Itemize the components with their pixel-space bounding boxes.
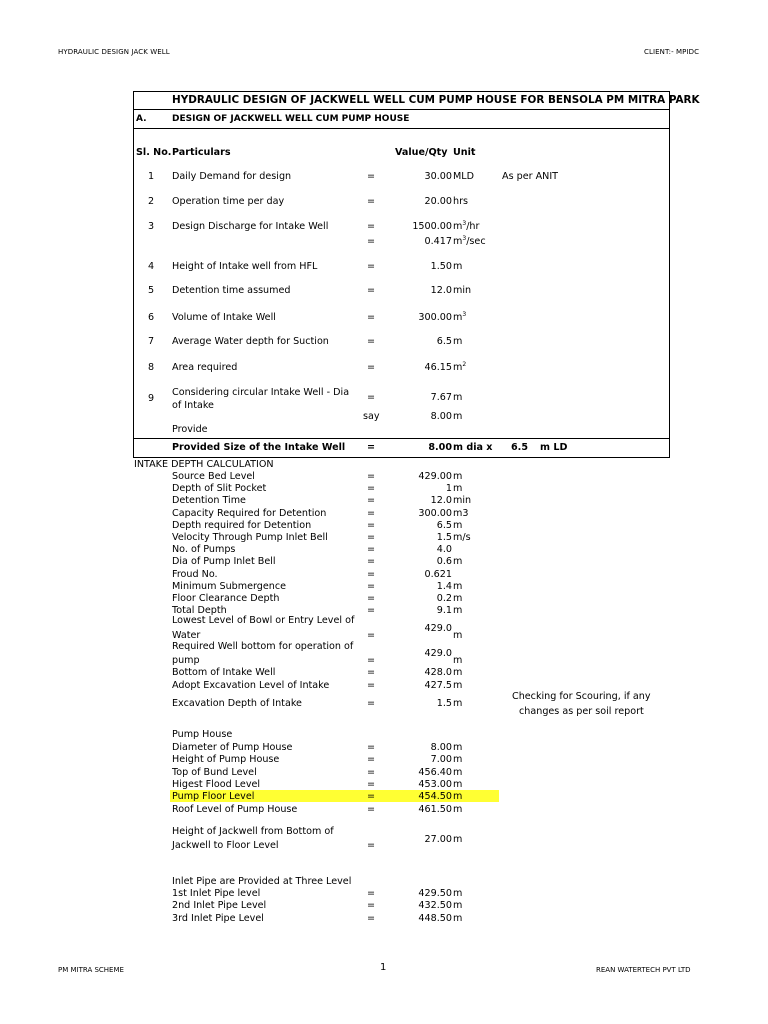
intake-depth-title: INTAKE DEPTH CALCULATION	[134, 459, 274, 470]
row-value: 46.15	[424, 362, 452, 373]
calc-unit: m	[453, 791, 463, 803]
row-particular: Daily Demand for design	[172, 171, 292, 182]
row-unit	[453, 221, 479, 232]
jackwell-height-eq: =	[367, 840, 376, 851]
calc-value: 4.0	[436, 544, 452, 556]
calc-value: 9.1	[436, 605, 452, 617]
row-value: 300.00	[418, 312, 452, 323]
calc-label: Floor Clearance Depth	[172, 593, 280, 604]
provided-value: 8.00	[428, 442, 452, 453]
calc-eq: =	[367, 556, 376, 568]
calc-unit: m	[453, 593, 463, 604]
row-eq: =	[367, 221, 376, 232]
calc-value: 461.50	[418, 803, 452, 815]
row-value: 1.50	[430, 261, 452, 272]
calc-eq: =	[367, 568, 376, 580]
row-particular-line1: Considering circular Intake Well - Dia	[172, 387, 350, 398]
section-letter: A.	[136, 114, 147, 124]
calc-eq: =	[367, 912, 376, 924]
jackwell-height-line2: Jackwell to Floor Level	[172, 840, 279, 851]
calc-value: 300.00	[418, 507, 452, 519]
calc-unit: m	[453, 580, 463, 592]
unit-sup: 3	[462, 311, 467, 318]
lowest-level-eq: =	[367, 630, 376, 641]
calc-label: Depth required for Detention	[172, 519, 312, 531]
provided-eq: =	[367, 442, 376, 453]
calc-eq: =	[367, 605, 376, 617]
col-slno: Sl. No.	[136, 147, 172, 158]
document-title: HYDRAULIC DESIGN OF JACKWELL WELL CUM PUMP HOUSE FOR BENSOLA PM MITRA PARK	[172, 94, 700, 106]
calc-eq: =	[367, 507, 376, 519]
calc-value: 456.40	[418, 766, 452, 778]
calc-unit: m3	[453, 507, 469, 519]
calc-value: 0.2	[436, 593, 452, 604]
calc-unit: min	[453, 495, 472, 507]
row-value: 20.00	[424, 196, 452, 207]
title-box	[133, 91, 700, 110]
calc-label: Total Depth	[172, 605, 227, 617]
calc-value: 1	[445, 483, 452, 495]
unit-base: m	[453, 362, 463, 373]
calc-value: 0.6	[436, 556, 452, 568]
excavation-label: Excavation Depth of Intake	[172, 698, 302, 709]
row-no: 7	[148, 336, 155, 347]
row-value: 1500.00	[412, 221, 452, 232]
row-eq: =	[367, 285, 376, 296]
unit-base: m	[453, 221, 463, 232]
row-value: 12.0	[430, 285, 452, 296]
lowest-level-line2: Water	[172, 630, 201, 641]
row-eq: =	[367, 312, 376, 323]
calc-eq: =	[367, 803, 376, 815]
calc-label: Pump Floor Level	[172, 791, 255, 803]
calc-eq: =	[367, 580, 376, 592]
calc-eq: =	[367, 483, 376, 495]
provided-value2: 6.5	[511, 442, 528, 453]
row-unit: MLD	[453, 171, 475, 182]
calc-unit: m/s	[453, 532, 471, 543]
calc-label: Adopt Excavation Level of Intake	[172, 679, 330, 691]
row-no: 1	[148, 171, 155, 182]
page-footer-left: PM MITRA SCHEME	[58, 966, 124, 974]
calc-unit: m	[453, 803, 463, 815]
calc-label: Higest Flood Level	[172, 778, 261, 790]
say-label: say	[363, 411, 380, 422]
row-value: 6.5	[436, 336, 452, 347]
lowest-level-unit: m	[453, 630, 463, 641]
calc-eq: =	[367, 544, 376, 556]
calc-label: Velocity Through Pump Inlet Bell	[172, 532, 328, 543]
calc-eq: =	[367, 679, 376, 691]
row-no: 4	[148, 261, 155, 272]
calc-label: Diameter of Pump House	[172, 742, 293, 753]
required-bottom-value: 429.0	[424, 648, 452, 659]
excavation-value: 1.5	[436, 698, 452, 709]
section-title: DESIGN OF JACKWELL WELL CUM PUMP HOUSE	[172, 114, 410, 124]
calc-eq: =	[367, 667, 376, 678]
page-number: 1	[380, 962, 387, 973]
calc-label: 1st Inlet Pipe level	[172, 888, 261, 899]
row-unit	[453, 362, 466, 373]
unit-suffix: /sec	[466, 236, 486, 247]
excavation-remark-line2: changes as per soil report	[519, 706, 644, 717]
calc-label: Capacity Required for Detention	[172, 507, 327, 519]
row-no: 8	[148, 362, 155, 373]
provided-unit: m dia x	[453, 442, 493, 453]
calc-eq: =	[367, 754, 376, 766]
row-eq: =	[367, 261, 376, 272]
section-box	[133, 109, 670, 129]
row-particular: Design Discharge for Intake Well	[172, 221, 329, 232]
lowest-level-value: 429.0	[424, 623, 452, 634]
calc-label: Roof Level of Pump House	[172, 803, 298, 815]
row-particular-line2: of Intake	[172, 400, 214, 411]
calc-eq: =	[367, 471, 376, 482]
row-eq: =	[367, 392, 376, 403]
table-divider	[134, 438, 669, 439]
page-header-right: CLIENT:- MPIDC	[644, 48, 700, 56]
calc-label: Froud No.	[172, 568, 218, 580]
calc-value: 432.50	[418, 900, 452, 912]
calc-label: Minimum Submergence	[172, 580, 287, 592]
calc-value: 0.621	[424, 568, 452, 580]
provided-label: Provided Size of the Intake Well	[172, 442, 346, 453]
jackwell-height-value: 27.00	[424, 834, 452, 845]
calc-label: Depth of Slit Pocket	[172, 483, 267, 495]
row-unit: m	[453, 392, 463, 403]
inlet-title: Inlet Pipe are Provided at Three Level	[172, 876, 352, 887]
row-unit: min	[453, 285, 472, 296]
row-eq: =	[367, 171, 376, 182]
row-eq: =	[367, 196, 376, 207]
calc-eq: =	[367, 766, 376, 778]
calc-value: 448.50	[418, 912, 452, 924]
calc-eq: =	[367, 495, 376, 507]
row-no: 9	[148, 393, 155, 404]
row-unit: m	[453, 336, 463, 347]
calc-value: 1.4	[436, 580, 452, 592]
calc-eq: =	[367, 519, 376, 531]
row-value: 8.00	[430, 411, 452, 422]
calc-unit: m	[453, 556, 463, 568]
calc-unit: m	[453, 667, 463, 678]
page-header-left: HYDRAULIC DESIGN JACK WELL	[58, 48, 170, 56]
row-particular: Height of Intake well from HFL	[172, 261, 318, 272]
calc-value: 7.00	[430, 754, 452, 766]
calc-eq: =	[367, 532, 376, 543]
unit-suffix: /hr	[466, 221, 480, 232]
row-particular: Operation time per day	[172, 196, 285, 207]
row-remark: As per ANIT	[502, 171, 559, 182]
row-particular: Volume of Intake Well	[172, 312, 276, 323]
row-particular: Detention time assumed	[172, 285, 291, 296]
calc-eq: =	[367, 778, 376, 790]
calc-unit: m	[453, 605, 463, 617]
calc-label: Source Bed Level	[172, 471, 255, 482]
calc-unit: m	[453, 519, 463, 531]
calc-value: 12.0	[430, 495, 452, 507]
calc-value: 427.5	[424, 679, 452, 691]
calc-eq: =	[367, 791, 376, 803]
row-particular: Area required	[172, 362, 238, 373]
required-bottom-line1: Required Well bottom for operation of	[172, 641, 354, 652]
unit-sup: 3	[462, 220, 467, 227]
calc-unit: m	[453, 900, 463, 912]
row-eq: =	[367, 236, 376, 247]
row-particular: Average Water depth for Suction	[172, 336, 329, 347]
calc-unit: m	[453, 483, 463, 495]
page-footer-right: REAN WATERTECH PVT LTD	[596, 966, 691, 974]
row-unit: m	[453, 411, 463, 422]
row-eq: =	[367, 362, 376, 373]
col-unit: Unit	[453, 147, 476, 158]
pump-house-title: Pump House	[172, 729, 233, 740]
row-value: 7.67	[430, 392, 452, 403]
calc-value: 429.00	[418, 471, 452, 482]
calc-unit: m	[453, 888, 463, 899]
unit-base: m	[453, 312, 463, 323]
calc-unit: m	[453, 778, 463, 790]
unit-sup: 2	[462, 361, 467, 368]
calc-value: 8.00	[430, 742, 452, 753]
row-unit: hrs	[453, 196, 469, 207]
row-no: 3	[148, 221, 155, 232]
row-value: 30.00	[424, 171, 452, 182]
calc-value: 454.50	[418, 791, 452, 803]
calc-value: 453.00	[418, 778, 452, 790]
calc-label: Top of Bund Level	[172, 766, 257, 778]
calc-label: 3rd Inlet Pipe Level	[172, 912, 264, 924]
calc-value: 6.5	[436, 519, 452, 531]
row-unit: m	[453, 261, 463, 272]
col-value: Value/Qty	[395, 147, 448, 158]
provided-unit2: m LD	[540, 442, 568, 453]
row-no: 2	[148, 196, 155, 207]
row-unit	[453, 312, 466, 323]
calc-label: Detention Time	[172, 495, 246, 507]
calc-eq: =	[367, 742, 376, 753]
provide-label: Provide	[172, 424, 208, 435]
row-no: 5	[148, 285, 155, 296]
required-bottom-line2: pump	[172, 655, 200, 666]
excavation-eq: =	[367, 698, 376, 709]
calc-unit: m	[453, 912, 463, 924]
calc-eq: =	[367, 900, 376, 912]
calc-unit: m	[453, 679, 463, 691]
lowest-level-line1: Lowest Level of Bowl or Entry Level of	[172, 615, 355, 626]
excavation-remark-line1: Checking for Scouring, if any	[512, 691, 651, 702]
calc-label: Height of Pump House	[172, 754, 280, 766]
calc-value: 429.50	[418, 888, 452, 899]
calc-label: Bottom of Intake Well	[172, 667, 276, 678]
calc-unit: m	[453, 742, 463, 753]
calc-eq: =	[367, 888, 376, 899]
required-bottom-unit: m	[453, 655, 463, 666]
jackwell-height-line1: Height of Jackwell from Bottom of	[172, 826, 334, 837]
unit-base: m	[453, 236, 463, 247]
calc-label: Dia of Pump Inlet Bell	[172, 556, 276, 568]
calc-label: No. of Pumps	[172, 544, 236, 556]
calc-label: 2nd Inlet Pipe Level	[172, 900, 267, 912]
row-eq: =	[367, 336, 376, 347]
jackwell-height-unit: m	[453, 834, 463, 845]
calc-value: 428.0	[424, 667, 452, 678]
calc-unit: m	[453, 471, 463, 482]
calc-eq: =	[367, 593, 376, 604]
calc-unit: m	[453, 754, 463, 766]
excavation-unit: m	[453, 698, 463, 709]
calc-value: 1.5	[436, 532, 452, 543]
row-value: 0.417	[424, 236, 452, 247]
row-unit	[453, 236, 486, 247]
required-bottom-eq: =	[367, 655, 376, 666]
calc-unit: m	[453, 766, 463, 778]
unit-sup: 3	[462, 235, 467, 242]
row-no: 6	[148, 312, 155, 323]
col-particulars: Particulars	[172, 147, 231, 158]
